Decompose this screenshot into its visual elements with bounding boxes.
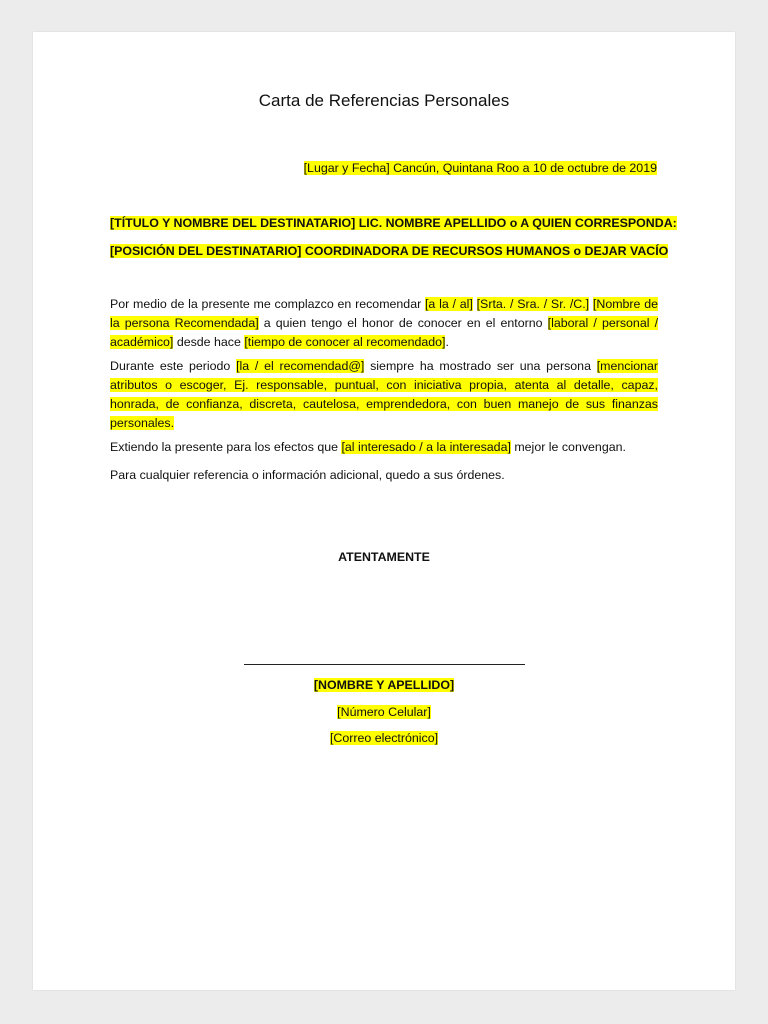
document-page (33, 32, 735, 990)
honorific-placeholder: [Srta. / Sra. / Sr. /C.] (476, 297, 590, 311)
paragraph1-text-1: Por medio de la presente me complazco en recomendar (110, 297, 425, 311)
date-line (304, 161, 657, 175)
paragraph-recommendation (110, 295, 658, 352)
recipient-position-placeholder: [POSICIÓN DEL DESTINATARIO] (110, 244, 302, 258)
signature-name (33, 678, 735, 692)
recipient-title-line (110, 216, 677, 230)
duration-placeholder: [tiempo de conocer al recomendado] (244, 335, 446, 349)
paragraph2-text-2: siempre ha mostrado ser una persona (364, 359, 597, 373)
paragraph-closing: Para cualquier referencia o información adicional, quedo a sus órdenes. (110, 468, 505, 482)
closing-salutation: ATENTAMENTE (338, 550, 430, 564)
signature-email-placeholder: [Correo electrónico] (329, 731, 439, 745)
signature-phone (33, 705, 735, 719)
paragraph1-text-6: . (445, 335, 449, 349)
paragraph-purpose (110, 438, 658, 457)
signature-phone-placeholder: [Número Celular] (337, 705, 431, 719)
document-title: Carta de Referencias Personales (258, 91, 510, 110)
signature-line (244, 664, 525, 665)
paragraph3-text-1: Extiendo la presente para los efectos que (110, 440, 342, 454)
article-placeholder: [a la / al] (424, 297, 473, 311)
date-value: Cancún, Quintana Roo a 10 de octubre de 2019 (389, 161, 657, 175)
paragraph2-text-1: Durante este periodo (110, 359, 237, 373)
attributes-placeholder: [mencionar atributos o escoger, Ej. responsable, puntual, con iniciativa propia, atenta al detalle, capaz, honrada, de confianza, discreta, cautelosa, emprendedora, con buen manejo de sus finanzas personales. (110, 359, 658, 430)
recipient-position-value: COORDINADORA DE RECURSOS HUMANOS o DEJAR VACÍO (301, 244, 669, 258)
signature-name-placeholder: [NOMBRE Y APELLIDO] (313, 678, 455, 692)
recommended-name-placeholder: [Nombre de la persona Recomendada] (110, 297, 658, 330)
paragraph1-text-5: desde hace (173, 335, 245, 349)
recommended-placeholder: [la / el recomendad@] (236, 359, 365, 373)
interested-placeholder: [al interesado / a la interesada] (341, 440, 511, 454)
paragraph1-text-4: a quien tengo el honor de conocer en el entorno (258, 316, 548, 330)
date-placeholder: [Lugar y Fecha] (303, 161, 390, 175)
signature-email (33, 731, 735, 745)
context-placeholder: [laboral / personal / académico] (110, 316, 659, 349)
recipient-title-value: LIC. NOMBRE APELLIDO o A QUIEN CORRESPONDA: (355, 216, 677, 230)
paragraph3-text-2: mejor le convengan. (510, 440, 626, 454)
recipient-position-line (110, 244, 668, 258)
paragraph-attributes (110, 357, 658, 433)
recipient-title-placeholder: [TÍTULO Y NOMBRE DEL DESTINATARIO] (110, 216, 356, 230)
